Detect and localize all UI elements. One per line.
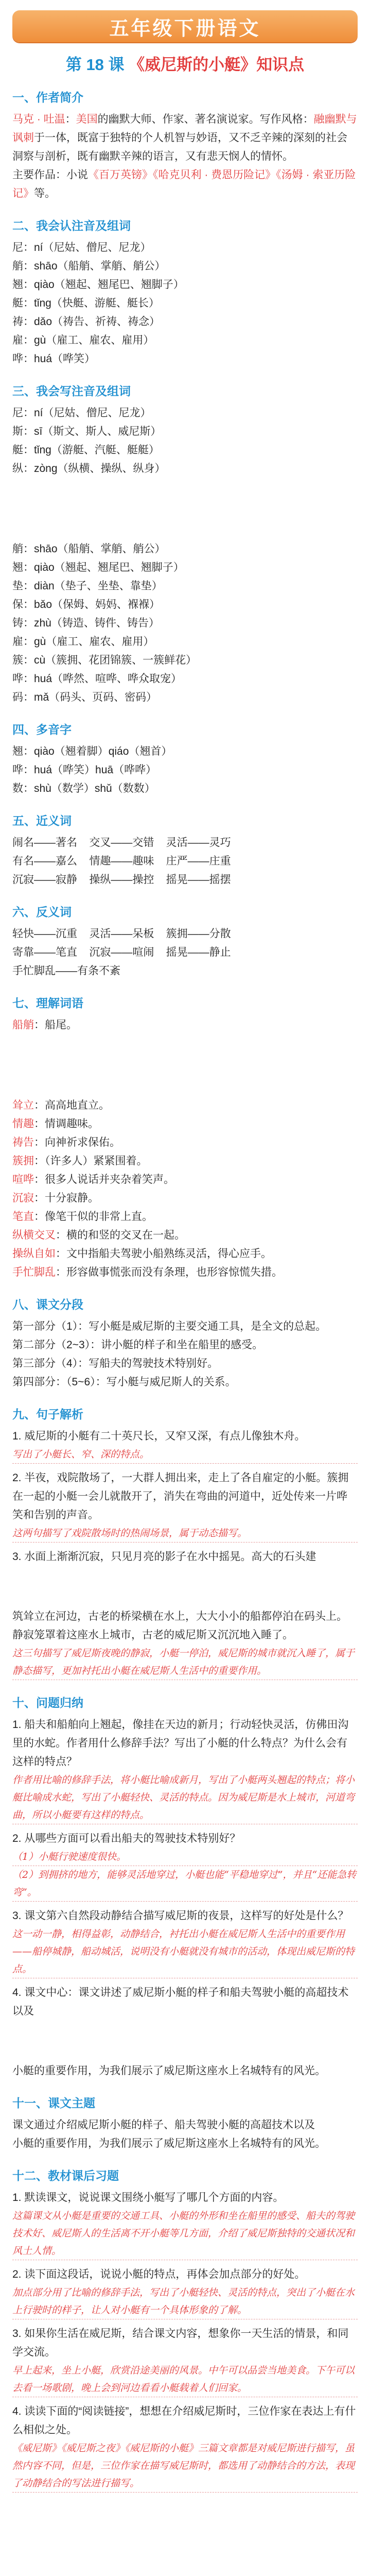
list-item: 翘：qiào（翘起、翘尾巴、翘脚子） [12, 562, 184, 573]
author-style-keyword: 融幽默与讽刺 [12, 113, 357, 144]
list-item: 簇：cù（簇拥、花团锦簇、一簇鲜花） [12, 654, 197, 666]
term: 船艄 [12, 1019, 34, 1031]
term: 祷告 [12, 1137, 34, 1148]
list-item: 艇：tǐng（游艇、汽艇、艇艇） [12, 444, 160, 456]
definition: ：很多人说话并夹杂着笑声。 [34, 1174, 174, 1185]
list-item: 翘：qiào（翘起、翘尾巴、翘脚子） [12, 279, 184, 291]
definition: ：（许多人）紧紧围着。 [34, 1155, 148, 1167]
exercise-q4: 4. 读读下面的“阅读链接”，想想在介绍威尼斯时，三位作家在表达上有什么相似之处。 [12, 2405, 356, 2436]
list-item: 哗：huá（哗笑）huā（哗哗） [12, 764, 157, 776]
write-list [12, 404, 358, 478]
definition: ：文中指船夫驾驶小船熟练灵活，得心应手。 [56, 1248, 272, 1260]
list-item [12, 1152, 358, 1171]
spacer [12, 478, 358, 540]
question-a2a: （1）小艇行驶速度很快。 [12, 1848, 358, 1866]
structure-heading: 八、课文分段 [12, 1298, 83, 1311]
list-item: 尼：ní（尼姑、僧尼、尼龙） [12, 407, 151, 419]
list-item: 寄靠——笔直 沉寂——喧闹 摇晃——静止 [12, 946, 231, 958]
list-item [12, 1171, 358, 1189]
lesson-number: 第 18 课 [65, 56, 125, 74]
list-item [12, 1115, 358, 1133]
list-item: 第四部分：（5~6）：写小艇与威尼斯人的关系。 [12, 1376, 236, 1388]
exercise-q3: 3. 如果你生活在威尼斯，结合课文内容，想象你一天生活的情景，和同学交流。 [12, 2328, 349, 2358]
term: 笔直 [12, 1211, 34, 1223]
list-item: 纵：zòng（纵横、操纵、纵身） [12, 463, 166, 474]
term: 手忙脚乱 [12, 1266, 56, 1278]
definition: ：形容做事慌张而没有条理，也形容惊慌失措。 [56, 1266, 283, 1278]
summary-text-b: 小艇的重要作用，为我们展示了威尼斯这座水上名城特有的风光。 [12, 2138, 326, 2149]
term: 喧哗 [12, 1174, 34, 1185]
sentence-q3b: 筑耸立在河边，古老的桥梁横在水上，大大小小的船都停泊在码头上。静寂笼罩着这座水上城市，古老的威尼斯又沉沉地入睡了。 [12, 1611, 347, 1641]
exercise-a1: 这篇课文从小艇是重要的交通工具、小艇的外形和坐在船里的感受、船夫的驾驶技术好、威尼斯人的生活离不开小艇等几方面，介绍了威尼斯独特的交通状况和风土人情。 [12, 2207, 358, 2260]
list-item: 艇：tǐng（快艇、游艇、艇长） [12, 297, 160, 309]
spacer [12, 2021, 358, 2062]
author-sep: ： [65, 113, 76, 125]
list-item: 轻快——沉重 灵活——呆板 簇拥——分散 [12, 928, 231, 940]
list-item: 保：bǎo（保姆、妈妈、褓褓） [12, 599, 161, 611]
author-desc: 的幽默大师、作家、著名演说家。写作风格： [97, 113, 314, 125]
list-item: 哗：huá（哗然、喧哗、哗众取宠） [12, 673, 182, 685]
term: 操纵自如 [12, 1248, 56, 1260]
sentence-q1: 1. 威尼斯的小艇有二十英尺长，又窄又深，有点儿像独木舟。 [12, 1430, 306, 1442]
sentence-q2: 2. 半夜，戏院散场了，一大群人拥出来，走上了各自雇定的小艇。簇拥在一起的小艇一会儿就散开了，消失在弯曲的河道中，近处传来一片哗笑和告别的声音。 [12, 1472, 349, 1521]
list-item: 码：mǎ（码头、页码、密码） [12, 691, 157, 703]
explain-heading: 七、理解词语 [12, 996, 83, 1010]
list-item [12, 1245, 358, 1263]
list-item: 垫：diàn（垫子、坐垫、靠垫） [12, 580, 163, 592]
question-q4b: 小艇的重要作用，为我们展示了威尼斯这座水上名城特有的风光。 [12, 2065, 326, 2077]
sentence-a2: 这两句描写了戏院散场时的热闹场景，属于动态描写。 [12, 1524, 358, 1543]
title-banner [12, 10, 358, 42]
term: 纵横交叉 [12, 1229, 56, 1241]
question-q4a: 4. 课文中心：课文讲述了威尼斯小艇的样子和船夫驾驶小艇的高超技术以及 [12, 1987, 349, 2017]
list-item: 雇：gù（雇工、雇农、雇用） [12, 334, 154, 346]
question-a2b: （2）到拥挤的地方，能够灵活地穿过，小艇也能“平稳地穿过”，并且“还能急转弯”。 [12, 1866, 358, 1902]
list-item: 沉寂——寂静 操纵——操控 摇晃——摇摆 [12, 874, 231, 886]
question-a3: 这一动一静，相得益彰，动静结合，衬托出小艇在威尼斯人生活中的重要作用——船停城静，船动城活，说明没有小艇就没有城市的活动，体现出威尼斯的特点。 [12, 1925, 358, 1978]
list-item [12, 1226, 358, 1245]
lesson-title: 《威尼斯的小艇》知识点 [129, 56, 305, 74]
write-list-2 [12, 540, 358, 707]
definition: ：十分寂静。 [34, 1192, 99, 1204]
list-item: 斯：sī（斯文、斯人、威尼斯） [12, 426, 162, 437]
page [12, 10, 358, 2493]
polyphone-heading: 四、多音字 [12, 723, 72, 736]
author-country: 美国 [76, 113, 98, 125]
summary-text-a: 课文通过介绍威尼斯小艇的样子、船夫驾驶小艇的高超技术以及 [12, 2119, 315, 2131]
works-list: 《百万英镑》《哈克贝利 · 费恩历险记》《汤姆 · 索亚历险记》 [12, 169, 356, 199]
author-name: 马克 · 吐温 [12, 113, 65, 125]
antonym-heading: 六、反义词 [12, 905, 72, 919]
author-heading: 一、作者简介 [12, 91, 83, 104]
exercise-a4: 《威尼斯》《威尼斯之夜》《威尼斯的小艇》三篇文章都是对威尼斯进行描写，虽然内容不同，但是，三位作家在描写威尼斯时，都选用了动静结合的方法，表现了动静结合的写法进行描写。 [12, 2439, 358, 2493]
exercise-q2: 2. 读下面这段话，说说小艇的特点，再体会加点部分的好处。 [12, 2268, 306, 2280]
list-item: 闹名——著名 交叉——交错 灵活——灵巧 [12, 837, 231, 849]
synonym-heading: 五、近义词 [12, 814, 72, 827]
term: 沉寂 [12, 1192, 34, 1204]
exercise-heading: 十二、教材课后习题 [12, 2169, 119, 2182]
author-works [12, 166, 358, 203]
list-item: 尼：ní（尼姑、僧尼、尼龙） [12, 242, 151, 253]
works-prefix: 主要作品：小说 [12, 169, 88, 181]
spacer [12, 1566, 358, 1607]
definition: ：高高地直立。 [34, 1099, 110, 1111]
list-item [12, 1133, 358, 1152]
list-item: 数：shù（数学）shǔ（数数） [12, 783, 155, 794]
list-item: 第三部分（4）：写船夫的驾驶技术特别好。 [12, 1358, 219, 1369]
definition: ：船尾。 [34, 1019, 77, 1031]
list-item [12, 1096, 358, 1115]
author-style-text: 于一体，既富于独特的个人机智与妙语，又不乏辛辣的深刻的社会洞察与剖析，既有幽默辛辣的语言，又有悲天悯人的情怀。 [12, 132, 347, 162]
definition: ：向神祈求保佑。 [34, 1137, 120, 1148]
sentence-heading: 九、句子解析 [12, 1408, 83, 1421]
sentence-a1: 写出了小艇长、窄、深的特点。 [12, 1446, 358, 1464]
works-suffix: 等。 [34, 188, 56, 199]
list-item [12, 1016, 358, 1035]
list-item: 艄：shāo（船艄、掌艄、艄公） [12, 543, 166, 555]
spacer [12, 1035, 358, 1096]
definition: ：横的和竖的交叉在一起。 [56, 1229, 185, 1241]
author-intro [12, 110, 358, 166]
question-q3: 3. 课文第六自然段动静结合描写威尼斯的夜景，这样写的好处是什么？ [12, 1910, 349, 1922]
list-item: 铸：zhù（铸造、铸件、铸告） [12, 617, 160, 629]
list-item [12, 1263, 358, 1282]
write-heading: 三、我会写注音及组词 [12, 384, 131, 398]
question-q2: 2. 从哪些方面可以看出船夫的驾驶技术特别好？ [12, 1833, 241, 1844]
list-item: 第一部分（1）：写小艇是威尼斯的主要交通工具，是全文的总起。 [12, 1320, 327, 1332]
list-item: 翘：qiào（翘着脚）qiáo（翘首） [12, 745, 172, 757]
question-a1: 作者用比喻的修辞手法，将小艇比喻成新月，写出了小艇两头翘起的特点；将小艇比喻成水蛇，写出了小艇轻快、灵活的特点。因为威尼斯是水上城市，河道弯曲，所以小艇要有这样的特点。 [12, 1771, 358, 1824]
sentence-q3: 3. 水面上渐渐沉寂，只见月亮的影子在水中摇晃。高大的石头建 [12, 1551, 316, 1563]
term: 耸立 [12, 1099, 34, 1111]
definition: ：像笔干似的非常上直。 [34, 1211, 153, 1223]
exercise-a2: 加点部分用了比喻的修辞手法，写出了小艇轻快、灵活的特点，突出了小艇在水上行驶时的样子，让人对小艇有一个具体形象的了解。 [12, 2284, 358, 2319]
pinyin-list [12, 239, 358, 368]
list-item: 艄：shāo（船艄、掌艄、艄公） [12, 260, 166, 272]
exercise-a3: 早上起来，坐上小艇，欣赏沿途美丽的风景。中午可以品尝当地美食。下午可以去看一场歌剧，晚上会到河边看看小艇载着人们回家。 [12, 2362, 358, 2397]
question-q1: 1. 船夫和船舶向上翘起，像挂在天边的新月；行动轻快灵活，仿佛田沟里的水蛇。作者用什么修辞手法？写出了小艇的什么特点？为什么会有这样的特点？ [12, 1719, 349, 1768]
list-item [12, 1208, 358, 1226]
list-item: 有名——嘉么 情趣——趣味 庄严——庄重 [12, 855, 231, 867]
definition: ：情调趣味。 [34, 1118, 99, 1130]
term: 簇拥 [12, 1155, 34, 1167]
lesson-subtitle [12, 52, 358, 75]
term: 情趣 [12, 1118, 34, 1130]
summary-heading: 十一、课文主题 [12, 2096, 95, 2110]
list-item: 雇：gù（雇工、雇农、雇用） [12, 636, 154, 648]
pinyin-heading: 二、我会认注音及组词 [12, 219, 131, 232]
list-item: 哗：huá（哗笑） [12, 353, 96, 365]
page-title: 五年级下册语文 [109, 18, 261, 40]
list-item [12, 1189, 358, 1208]
list-item: 手忙脚乱——有条不紊 [12, 965, 120, 977]
list-item: 第二部分（2~3）：讲小艇的样子和坐在船里的感受。 [12, 1339, 263, 1351]
sentence-a3: 这三句描写了威尼斯夜晚的静寂，小艇一停泊，威尼斯的城市就沉入睡了，属于静态描写，更加衬托出小艇在威尼斯人生活中的重要作用。 [12, 1645, 358, 1680]
exercise-q1: 1. 默读课文，说说课文围绕小艇写了哪几个方面的内容。 [12, 2192, 284, 2204]
list-item: 祷：dǎo（祷告、祈祷、祷念） [12, 316, 161, 328]
questions-heading: 十、问题归纳 [12, 1696, 83, 1709]
